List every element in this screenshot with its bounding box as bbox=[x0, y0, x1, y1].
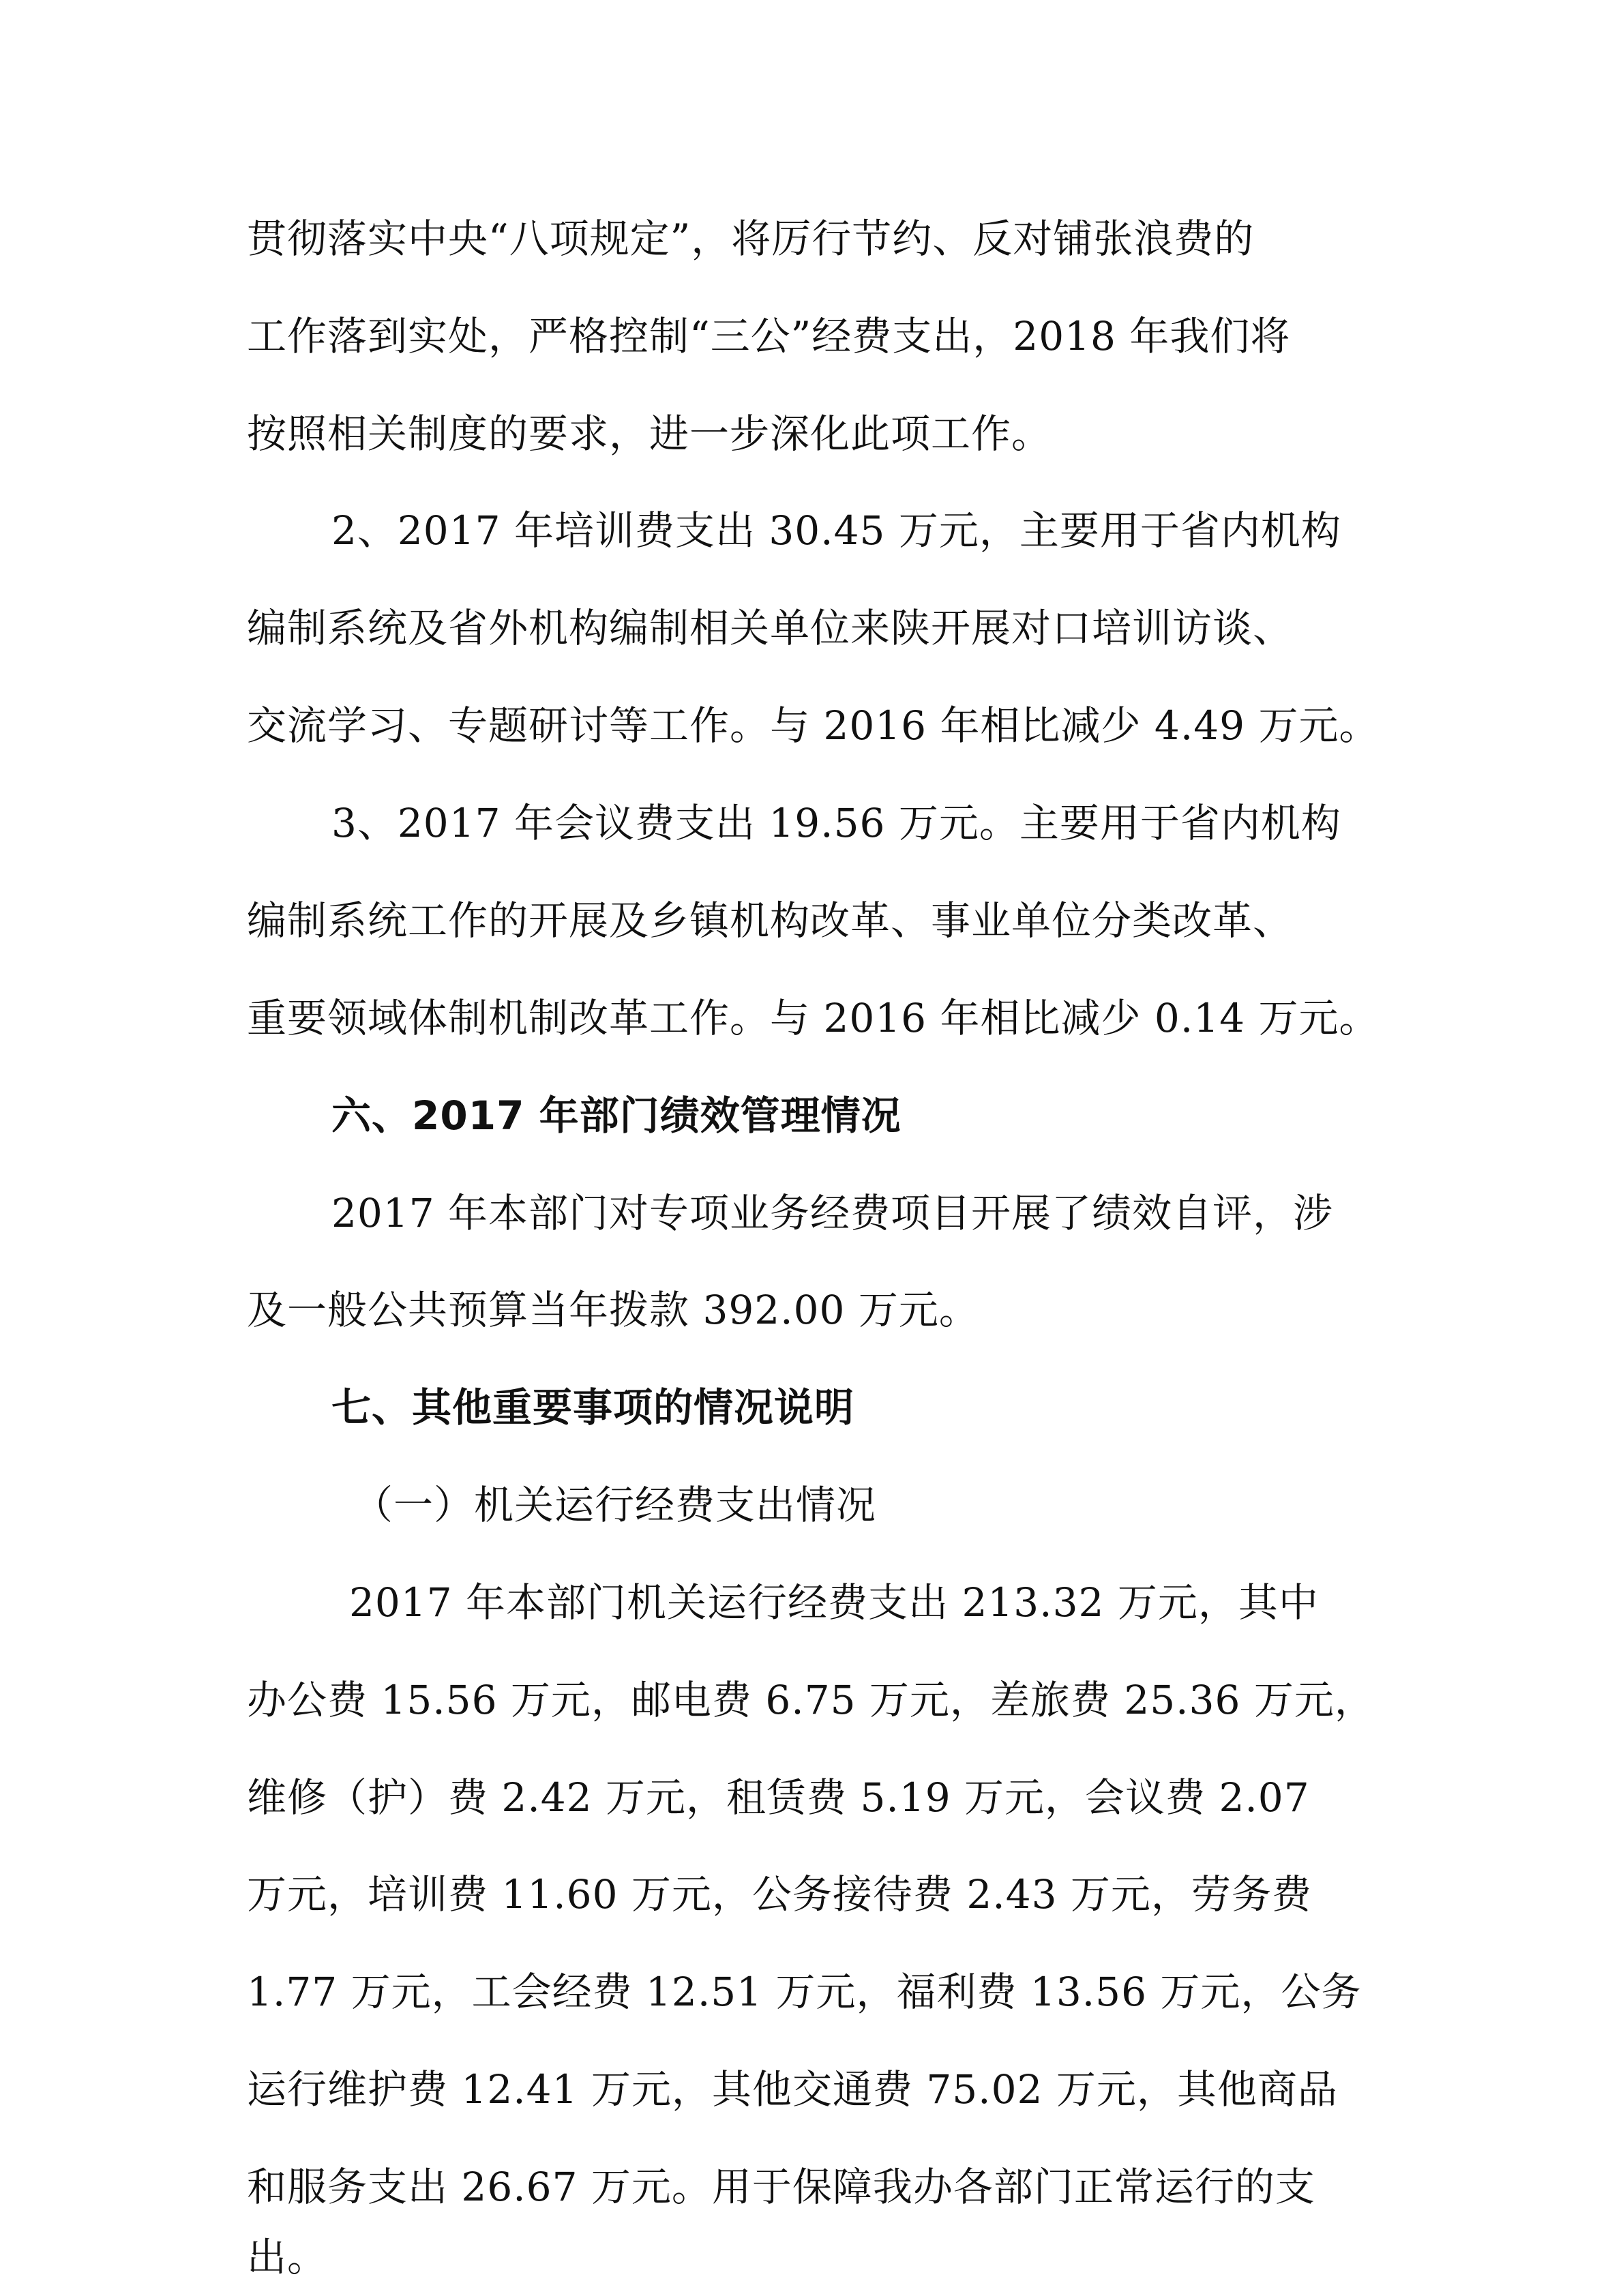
paragraph-line: 维修（护）费 2.42 万元，租赁费 5.19 万元，会议费 2.07 bbox=[247, 1774, 1310, 1821]
paragraph-line: 编制系统工作的开展及乡镇机构改革、事业单位分类改革、 bbox=[247, 897, 1294, 944]
paragraph-line: 2017 年本部门机关运行经费支出 213.32 万元，其中 bbox=[349, 1579, 1319, 1626]
paragraph-line: 万元，培训费 11.60 万元，公务接待费 2.43 万元，劳务费 bbox=[247, 1871, 1312, 1918]
paragraph-line: 运行维护费 12.41 万元，其他交通费 75.02 万元，其他商品 bbox=[247, 2066, 1338, 2113]
paragraph-line: 重要领域体制机制改革工作。与 2016 年相比减少 0.14 万元。 bbox=[247, 995, 1380, 1041]
paragraph-line: 编制系统及省外机构编制相关单位来陕开展对口培训访谈、 bbox=[247, 605, 1294, 651]
subsection-heading: （一）机关运行经费支出情况 bbox=[353, 1482, 877, 1528]
paragraph-line: 交流学习、专题研讨等工作。与 2016 年相比减少 4.49 万元。 bbox=[247, 702, 1380, 749]
paragraph-line: 2017 年本部门对专项业务经费项目开展了绩效自评，涉 bbox=[331, 1190, 1334, 1236]
paragraph-line: 办公费 15.56 万元，邮电费 6.75 万元，差旅费 25.36 万元， bbox=[247, 1677, 1375, 1723]
section-heading: 六、2017 年部门绩效管理情况 bbox=[331, 1092, 902, 1139]
paragraph-line: 1.77 万元，工会经费 12.51 万元，福利费 13.56 万元，公务 bbox=[247, 1969, 1362, 2015]
paragraph-line: 出。 bbox=[247, 2234, 328, 2280]
paragraph-line: 贯彻落实中央“八项规定”，将厉行节约、反对铺张浪费的 bbox=[247, 215, 1255, 262]
paragraph-line: 3、2017 年会议费支出 19.56 万元。主要用于省内机构 bbox=[331, 800, 1341, 846]
paragraph-line: 和服务支出 26.67 万元。用于保障我办各部门正常运行的支 bbox=[247, 2164, 1315, 2210]
paragraph-line: 工作落到实处，严格控制“三公”经费支出，2018 年我们将 bbox=[247, 313, 1291, 359]
paragraph-line: 按照相关制度的要求，进一步深化此项工作。 bbox=[247, 411, 1052, 457]
paragraph-line: 及一般公共预算当年拨款 392.00 万元。 bbox=[247, 1287, 979, 1333]
section-heading: 七、其他重要事项的情况说明 bbox=[331, 1384, 855, 1431]
paragraph-line: 2、2017 年培训费支出 30.45 万元，主要用于省内机构 bbox=[331, 507, 1341, 554]
